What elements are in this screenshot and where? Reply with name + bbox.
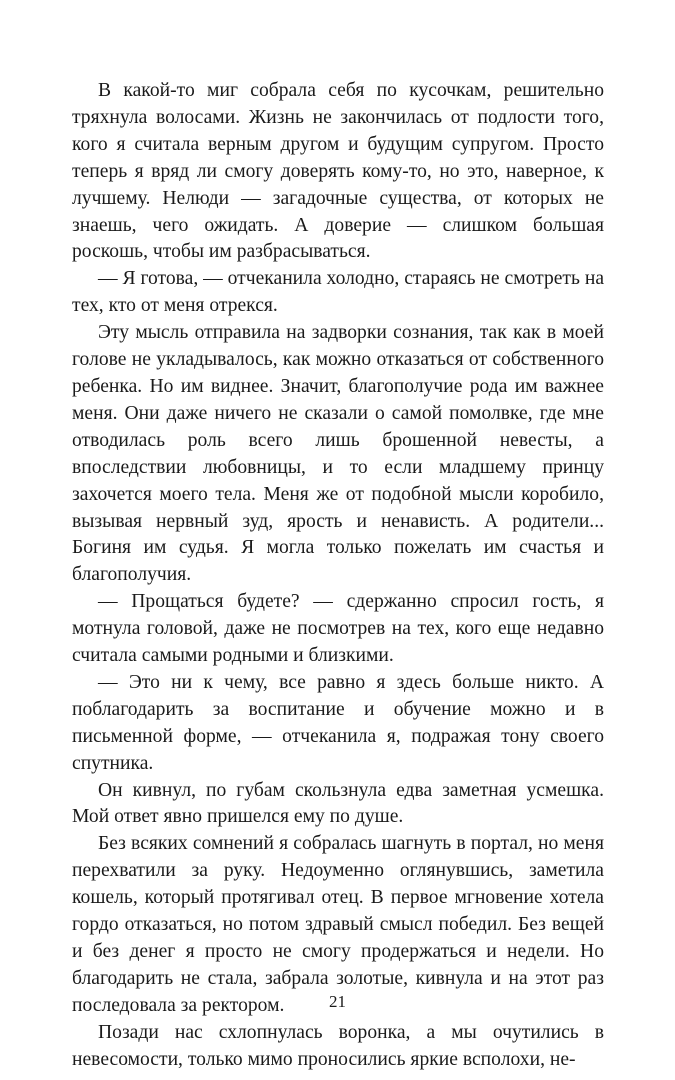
paragraph: — Я готова, — отчеканила холодно, стараясь не смотреть на тех, кто от меня отрекся. bbox=[72, 268, 605, 317]
page-number: 21 bbox=[329, 992, 346, 1011]
paragraph: Он кивнул, по губам скользнула едва заметная усмешка. Мой ответ явно пришелся ему по душе. bbox=[72, 779, 604, 828]
paragraph: Эту мысль отправила на задворки сознания, так как в моей голове не укладывалось, как можно отказаться от собственного ребенка. Но им виднее. Значит, благополучие рода им важнее меня. Они даже ничего не сказали о самой помолвке, где мне отводилась роль всего лишь брошенной невесты, а впоследствии любовницы, и то если младшему принцу захочется моего тела. Меня же от подобной мысли коробило, вызывая нервный зуд, ярость и ненависть. А родители... Богиня им судья. Я могла только пожелать им счастья и благополучия. bbox=[72, 322, 604, 586]
body-text bbox=[72, 78, 604, 1074]
paragraph: — Прощаться будете? — сдержанно спросил гость, я мотнула головой, даже не посмотрев на тех, кого еще недавно считала самыми родными и близкими. bbox=[72, 591, 604, 667]
paragraph: В какой-то миг собрала себя по кусочкам, решительно тряхнула волосами. Жизнь не закончилась от подлости того, кого я считала верным другом и будущим супругом. Просто теперь я вряд ли смогу доверять кому-то, но это, наверное, к лучшему. Нелюди — загадочные существа, от которых не знаешь, чего ожидать. А доверие — слишком большая роскошь, чтобы им разбрасываться. bbox=[72, 80, 604, 263]
paragraph: Позади нас схлопнулась воронка, а мы очутились в невесомости, только мимо проносились яркие всполохи, не- bbox=[72, 1021, 604, 1070]
paragraph: — Это ни к чему, все равно я здесь больше никто. А поблагодарить за воспитание и обучение можно и в письменной форме, — отчеканила я, подражая тону своего спутника. bbox=[72, 671, 604, 774]
paragraph: Без всяких сомнений я собралась шагнуть в портал, но меня перехватили за руку. Недоуменно оглянувшись, заметила кошель, который протягивал отец. В первое мгновение хотела гордо отказаться, но потом здравый смысл победил. Без вещей и без денег я просто не смогу продержаться и недели. Но благодарить не стала, забрала золотые, кивнула и на этот раз последовала за ректором. bbox=[72, 833, 604, 1016]
